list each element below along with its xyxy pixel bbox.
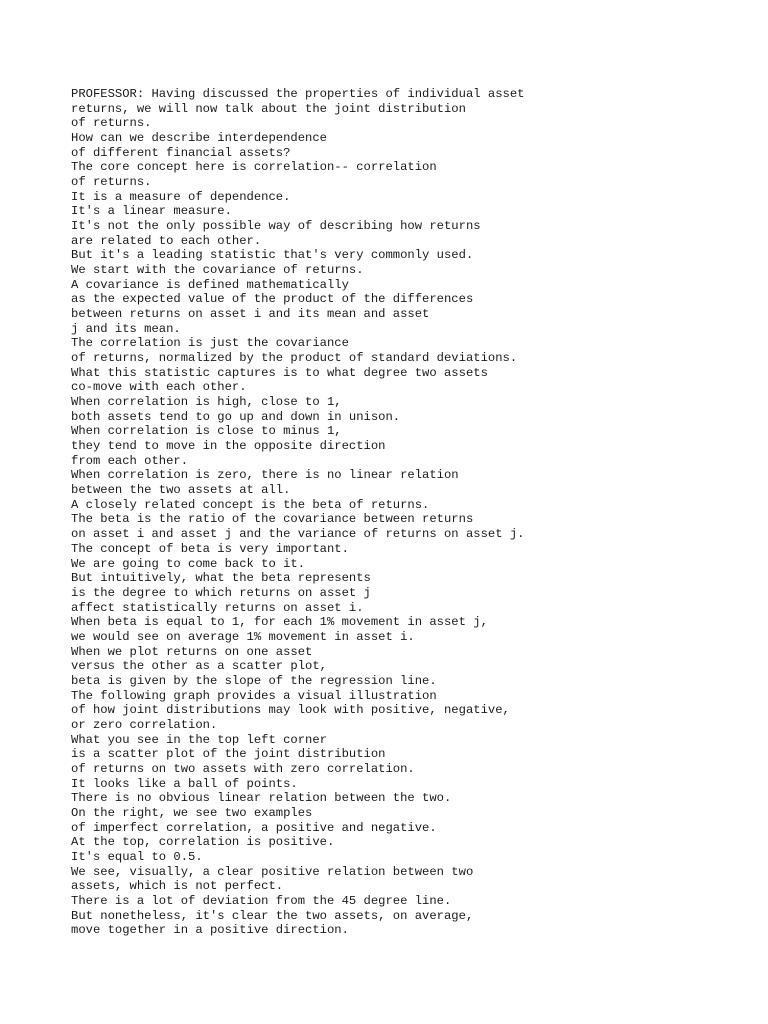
transcript-line: co-move with each other. <box>71 380 247 395</box>
transcript-line: j and its mean. <box>71 321 181 336</box>
transcript-line: What this statistic captures is to what degree two assets <box>71 365 488 380</box>
transcript-line: versus the other as a scatter plot, <box>71 659 327 674</box>
transcript-line: The beta is the ratio of the covariance between returns <box>71 512 474 527</box>
transcript-line: of returns, normalized by the product of standard deviations. <box>71 351 518 366</box>
transcript-line: both assets tend to go up and down in unison. <box>71 409 401 424</box>
transcript-line: beta is given by the slope of the regression line. <box>71 673 437 688</box>
transcript-line: When correlation is zero, there is no linear relation <box>71 468 459 483</box>
transcript-line: of how joint distributions may look with positive, negative, <box>71 703 510 718</box>
transcript-line: from each other. <box>71 453 189 468</box>
transcript-line: When beta is equal to 1, for each 1% movement in asset j, <box>71 615 488 630</box>
transcript-line: The following graph provides a visual illustration <box>71 688 437 703</box>
transcript-line: The concept of beta is very important. <box>71 541 349 556</box>
transcript-line: When we plot returns on one asset <box>71 644 313 659</box>
transcript-line: or zero correlation. <box>71 717 218 732</box>
transcript-line: is the degree to which returns on asset j <box>71 585 371 600</box>
transcript-line: they tend to move in the opposite direction <box>71 439 386 454</box>
transcript-line: There is a lot of deviation from the 45 degree line. <box>71 893 452 908</box>
transcript-line: On the right, we see two examples <box>71 805 313 820</box>
transcript-line: A covariance is defined mathematically <box>71 277 349 292</box>
transcript-line: as the expected value of the product of the differences <box>71 292 474 307</box>
transcript-line: When correlation is close to minus 1, <box>71 424 342 439</box>
transcript-line: between returns on asset i and its mean and asset <box>71 307 430 322</box>
transcript-line: A closely related concept is the beta of returns. <box>71 497 430 512</box>
transcript-line: It's not the only possible way of describing how returns <box>71 219 481 234</box>
transcript-line: we would see on average 1% movement in asset i. <box>71 629 415 644</box>
transcript-line: We are going to come back to it. <box>71 556 306 571</box>
transcript-line: of imperfect correlation, a positive and negative. <box>71 820 437 835</box>
transcript-line: It's a linear measure. <box>71 204 232 219</box>
transcript-line: of returns. <box>71 175 152 190</box>
transcript-line: are related to each other. <box>71 233 262 248</box>
transcript-line: of different financial assets? <box>71 145 291 160</box>
transcript-line: of returns on two assets with zero correlation. <box>71 761 415 776</box>
transcript-line: The correlation is just the covariance <box>71 336 349 351</box>
transcript-line: But nonetheless, it's clear the two assets, on average, <box>71 908 474 923</box>
transcript-line: But intuitively, what the beta represents <box>71 571 371 586</box>
transcript-line: affect statistically returns on asset i. <box>71 600 364 615</box>
transcript-line: is a scatter plot of the joint distribution <box>71 747 386 762</box>
transcript-line: There is no obvious linear relation between the two. <box>71 791 452 806</box>
transcript-line: It's equal to 0.5. <box>71 849 203 864</box>
transcript-line: We see, visually, a clear positive relation between two <box>71 864 474 879</box>
transcript-line: At the top, correlation is positive. <box>71 835 335 850</box>
transcript-line: It is a measure of dependence. <box>71 189 291 204</box>
transcript-line: PROFESSOR: Having discussed the properties of individual asset <box>71 87 525 101</box>
transcript-line: It looks like a ball of points. <box>71 776 298 791</box>
transcript-line: returns, we will now talk about the joint distribution <box>71 101 466 116</box>
transcript-line: How can we describe interdependence <box>71 131 327 146</box>
transcript-line: We start with the covariance of returns. <box>71 263 364 278</box>
transcript-text <box>71 87 524 938</box>
transcript-line: When correlation is high, close to 1, <box>71 395 342 410</box>
transcript-line: of returns. <box>71 116 152 131</box>
transcript-line: assets, which is not perfect. <box>71 879 284 894</box>
transcript-line: The core concept here is correlation-- correlation <box>71 160 437 175</box>
transcript-line: between the two assets at all. <box>71 483 291 498</box>
transcript-line: move together in a positive direction. <box>71 923 349 938</box>
transcript-line: What you see in the top left corner <box>71 732 327 747</box>
transcript-line: But it's a leading statistic that's very commonly used. <box>71 248 474 263</box>
transcript-line: on asset i and asset j and the variance of returns on asset j. <box>71 527 525 542</box>
